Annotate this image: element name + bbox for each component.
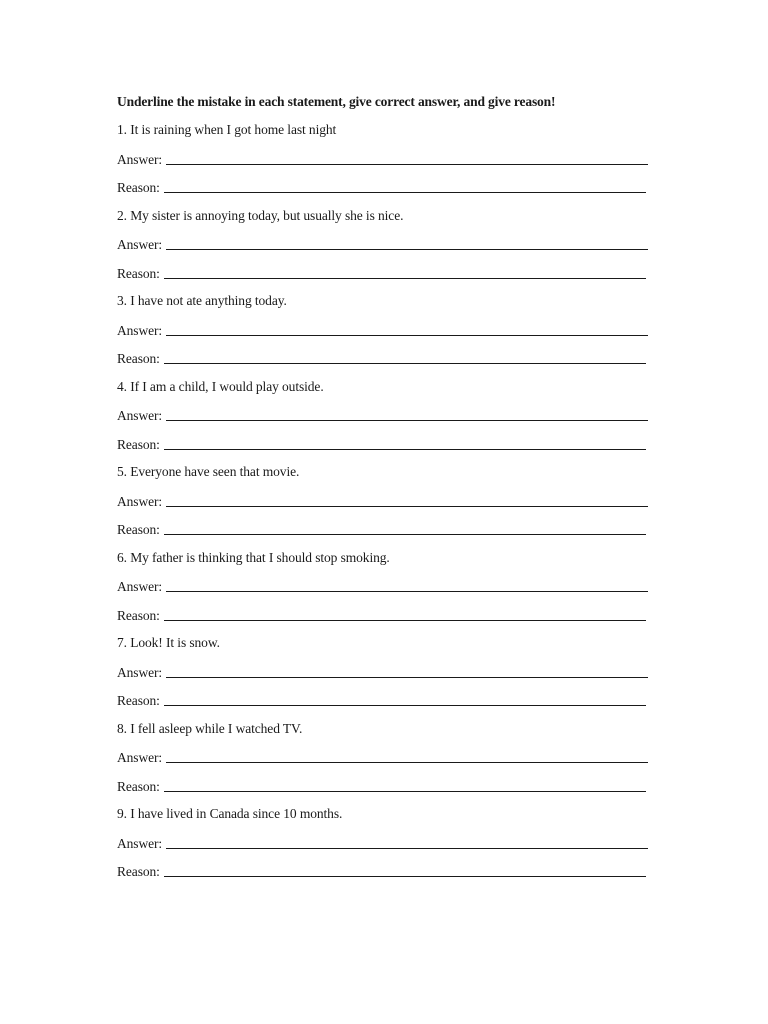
reason-row <box>117 691 657 709</box>
answer-label: Answer: <box>117 750 163 765</box>
answer-label: Answer: <box>117 493 163 509</box>
reason-blank-line[interactable] <box>164 521 646 535</box>
answer-label: Answer: <box>117 579 163 594</box>
question-statement: 3. I have not ate anything today. <box>117 293 287 308</box>
reason-row <box>117 349 657 367</box>
answer-label: Answer: <box>117 237 163 252</box>
answer-label: Answer: <box>117 664 163 680</box>
reason-blank-line[interactable] <box>164 350 646 364</box>
reason-label: Reason: <box>117 778 160 794</box>
question-item <box>117 720 657 795</box>
answer-row <box>117 663 657 681</box>
answer-row <box>117 235 657 253</box>
question-item <box>117 805 657 880</box>
answer-blank-line[interactable] <box>166 578 648 592</box>
question-list <box>117 121 657 880</box>
reason-label: Reason: <box>117 436 160 452</box>
answer-label: Answer: <box>117 408 163 423</box>
answer-row <box>117 834 657 852</box>
reason-blank-line[interactable] <box>164 436 646 450</box>
question-statement: 4. If I am a child, I would play outside. <box>117 378 324 394</box>
answer-blank-line[interactable] <box>166 322 648 336</box>
answer-blank-line[interactable] <box>166 664 648 678</box>
reason-row <box>117 435 657 453</box>
reason-row <box>117 862 657 880</box>
reason-blank-line[interactable] <box>164 179 646 193</box>
answer-blank-line[interactable] <box>166 749 648 763</box>
question-item <box>117 207 657 282</box>
answer-label: Answer: <box>117 151 163 167</box>
question-item <box>117 463 657 538</box>
question-statement: 1. It is raining when I got home last night <box>117 122 337 137</box>
question-statement: 7. Look! It is snow. <box>117 635 220 650</box>
question-statement: 2. My sister is annoying today, but usually she is nice. <box>117 207 404 223</box>
reason-blank-line[interactable] <box>164 692 646 706</box>
question-statement: 6. My father is thinking that I should stop smoking. <box>117 549 390 565</box>
reason-label: Reason: <box>117 351 160 366</box>
question-item <box>117 378 657 453</box>
reason-blank-line[interactable] <box>164 265 646 279</box>
answer-row <box>117 321 657 339</box>
worksheet-content <box>117 93 657 891</box>
reason-blank-line[interactable] <box>164 863 646 877</box>
reason-label: Reason: <box>117 522 160 537</box>
reason-row <box>117 264 657 282</box>
reason-blank-line[interactable] <box>164 607 646 621</box>
instructions-heading: Underline the mistake in each statement, give correct answer, and give reason! <box>117 94 556 109</box>
question-statement: 8. I fell asleep while I watched TV. <box>117 720 303 736</box>
answer-row <box>117 406 657 424</box>
reason-label: Reason: <box>117 864 160 879</box>
reason-label: Reason: <box>117 180 160 195</box>
question-item <box>117 292 657 367</box>
reason-row <box>117 606 657 624</box>
question-item <box>117 549 657 624</box>
answer-label: Answer: <box>117 835 163 851</box>
reason-row <box>117 520 657 538</box>
question-item <box>117 121 657 196</box>
answer-label: Answer: <box>117 322 163 338</box>
reason-row <box>117 178 657 196</box>
question-statement: 9. I have lived in Canada since 10 months. <box>117 806 343 821</box>
reason-blank-line[interactable] <box>164 778 646 792</box>
answer-row <box>117 492 657 510</box>
answer-row <box>117 748 657 766</box>
reason-row <box>117 777 657 795</box>
reason-label: Reason: <box>117 265 160 281</box>
answer-blank-line[interactable] <box>166 493 648 507</box>
question-item <box>117 634 657 709</box>
reason-label: Reason: <box>117 607 160 623</box>
reason-label: Reason: <box>117 693 160 708</box>
question-statement: 5. Everyone have seen that movie. <box>117 464 300 479</box>
answer-blank-line[interactable] <box>166 835 648 849</box>
answer-blank-line[interactable] <box>166 407 648 421</box>
answer-blank-line[interactable] <box>166 151 648 165</box>
answer-blank-line[interactable] <box>166 236 648 250</box>
answer-row <box>117 577 657 595</box>
answer-row <box>117 150 657 168</box>
